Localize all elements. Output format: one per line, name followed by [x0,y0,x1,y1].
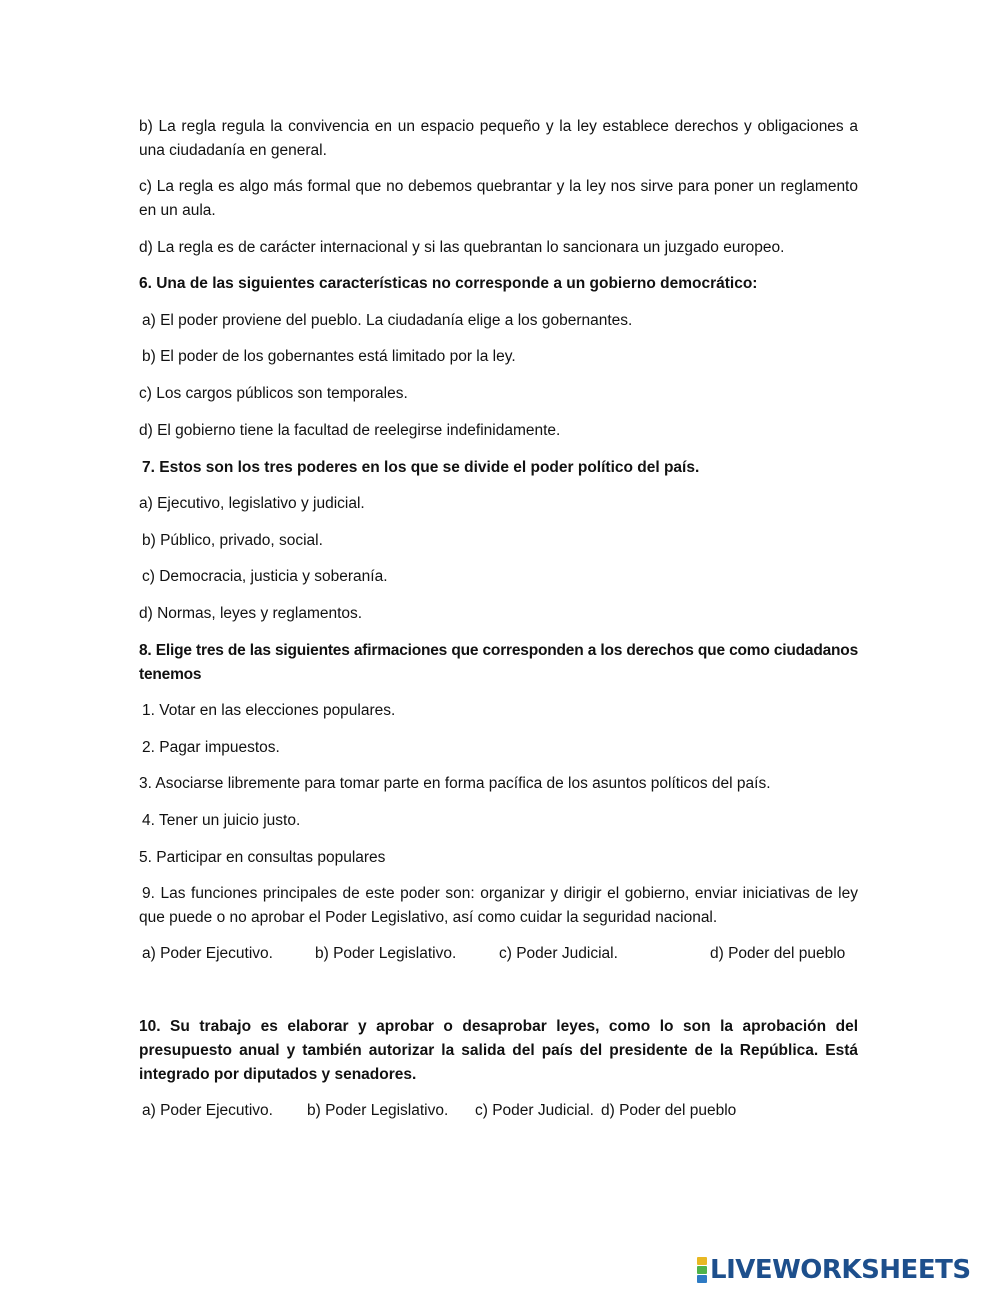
q10-option-d[interactable]: d) Poder del pueblo [601,1102,737,1119]
q10-question: 10. Su trabajo es elaborar y aprobar o desaprobar leyes, como lo son la aprobación del presupuesto anual y también autorizar la salida del país del presidente de la República. Está integrado por diputados y senadores. [139,1018,858,1083]
q9-option-b[interactable]: b) Poder Legislativo. [315,945,457,962]
q6-option-a[interactable]: a) El poder proviene del pueblo. La ciudadanía elige a los gobernantes. [142,312,633,329]
q9-option-a[interactable]: a) Poder Ejecutivo. [142,945,273,962]
logo-cube [697,1266,707,1274]
q8-item-1[interactable]: 1. Votar en las elecciones populares. [142,702,396,719]
q10-option-b[interactable]: b) Poder Legislativo. [307,1102,449,1119]
q5-option-d[interactable]: d) La regla es de carácter internacional y si las quebrantan lo sancionara un juzgado europeo. [139,239,785,256]
q6-option-d[interactable]: d) El gobierno tiene la facultad de reelegirse indefinidamente. [139,422,561,439]
q7-option-a[interactable]: a) Ejecutivo, legislativo y judicial. [139,495,365,512]
q6-question: 6. Una de las siguientes características no corresponde a un gobierno democrático: [139,275,758,292]
q7-option-d[interactable]: d) Normas, leyes y reglamentos. [139,605,363,622]
q8-item-3[interactable]: 3. Asociarse libremente para tomar parte en forma pacífica de los asuntos políticos del país. [139,775,771,792]
q10-option-c[interactable]: c) Poder Judicial. [475,1102,594,1119]
q8-question: 8. Elige tres de las siguientes afirmaciones que corresponden a los derechos que como ciudadanos tenemos [139,642,858,683]
q8-item-5[interactable]: 5. Participar en consultas populares [139,849,386,866]
q7-option-c[interactable]: c) Democracia, justicia y soberanía. [142,568,388,585]
liveworksheets-logo [697,1255,971,1285]
q9-option-c[interactable]: c) Poder Judicial. [499,945,618,962]
q7-question: 7. Estos son los tres poderes en los que se divide el poder político del país. [142,459,700,476]
q9-question: 9. Las funciones principales de este poder son: organizar y dirigir el gobierno, enviar iniciativas de ley que puede o no aprobar el Poder Legislativo, así como cuidar la seguridad nacional. [139,885,858,926]
q8-item-4[interactable]: 4. Tener un juicio justo. [142,812,301,829]
q6-option-b[interactable]: b) El poder de los gobernantes está limitado por la ley. [142,348,516,365]
q5-option-c[interactable]: c) La regla es algo más formal que no debemos quebrantar y la ley nos sirve para poner un reglamento en un aula. [139,178,858,219]
logo-text: LIVEWORKSHEETS [710,1255,971,1285]
q9-option-d[interactable]: d) Poder del pueblo [710,945,846,962]
q10-option-a[interactable]: a) Poder Ejecutivo. [142,1102,273,1119]
logo-cubes-icon [697,1257,707,1283]
logo-cube [697,1257,707,1265]
q7-option-b[interactable]: b) Público, privado, social. [142,532,323,549]
q5-option-b[interactable]: b) La regla regula la convivencia en un espacio pequeño y la ley establece derechos y obligaciones a una ciudadanía en general. [139,118,858,159]
q6-option-c[interactable]: c) Los cargos públicos son temporales. [139,385,408,402]
q8-item-2[interactable]: 2. Pagar impuestos. [142,739,280,756]
logo-cube [697,1275,707,1283]
